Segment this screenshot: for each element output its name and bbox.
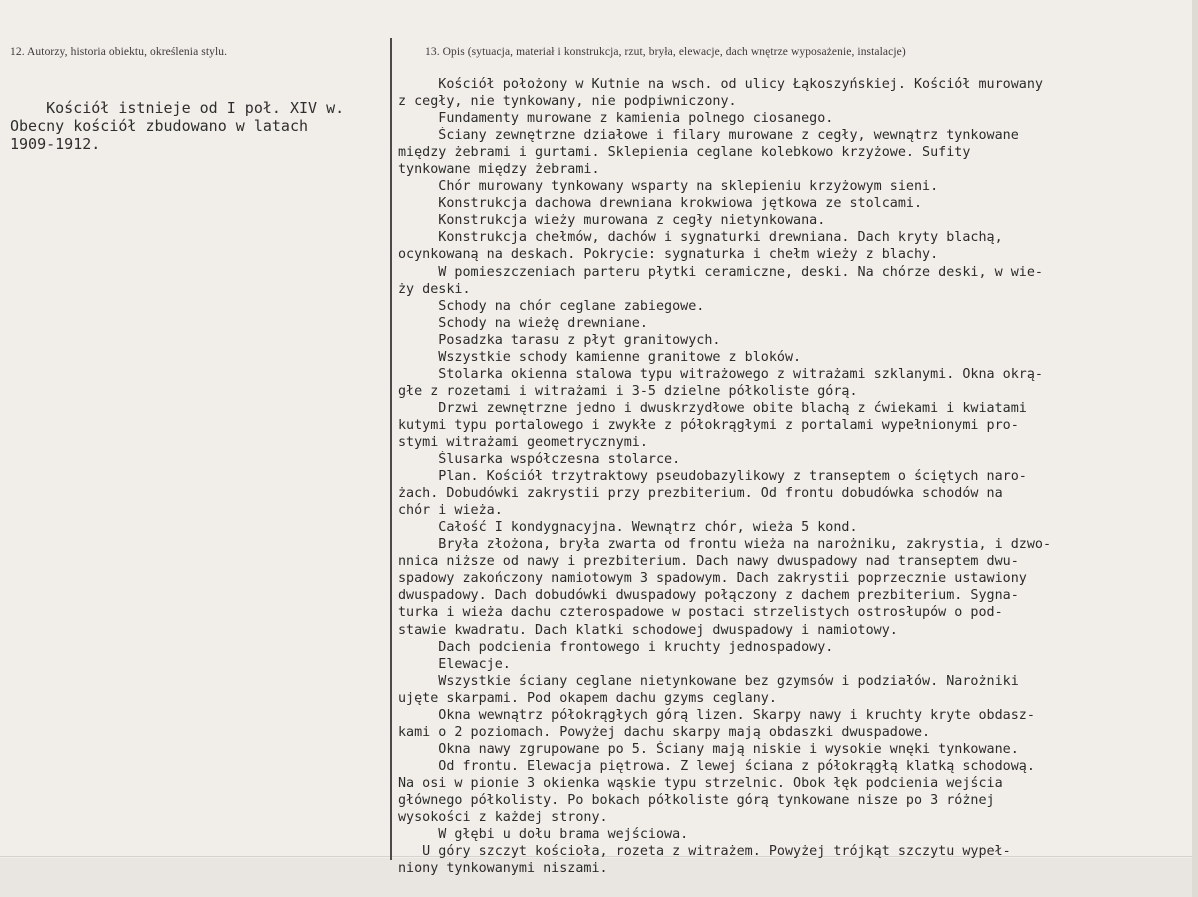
description-line: U góry szczyt kościoła, rozeta z witrażem. Powyżej trójkąt szczytu wypeł- — [398, 844, 1011, 860]
description-line: niony tynkowanymi niszami. — [398, 861, 608, 877]
description-line: Od frontu. Elewacja piętrowa. Z lewej ściana z półokrągłą klatką schodową. — [398, 758, 1035, 774]
description-line: kami o 2 poziomach. Powyżej dachu skarpy mają obdaszki dwuspadowe. — [398, 724, 931, 740]
description-line: Konstrukcja chełmów, dachów i sygnaturki drewniana. Dach kryty blachą, — [398, 230, 1003, 246]
description-line: W pomieszczeniach parteru płytki ceramiczne, deski. Na chórze deski, w wie- — [398, 264, 1043, 280]
description-line: W głębi u dołu brama wejściowa. — [398, 827, 689, 843]
history-text — [10, 81, 344, 171]
description-line: nnica niższe od nawy i prezbiterium. Dach nawy dwuspadowy nad transeptem dwu- — [398, 554, 1019, 570]
description-line: Wszystkie schody kamienne granitowe z bloków. — [398, 349, 802, 365]
description-line: Ślusarka współczesna stolarce. — [398, 452, 681, 468]
description-line: Bryła złożona, bryła zwarta od frontu wieża na narożniku, zakrystia, i dzwo- — [398, 537, 1052, 553]
description-line: Schody na chór ceglane zabiegowe. — [398, 298, 705, 314]
description-line: turka i wieża dachu czterospadowe w postaci strzelistych ostrosłupów o pod- — [398, 605, 1003, 621]
right-column-header: 13. Opis (sytuacja, materiał i konstrukcja, rzut, bryła, elewacje, dach wnętrze wyposażenie, instalacje) — [425, 46, 906, 58]
description-line: Konstrukcja dachowa drewniana krokwiowa jętkowa ze stolcami. — [398, 196, 923, 212]
history-line: Obecny kościół zbudowano w latach — [10, 117, 309, 135]
description-line: Plan. Kościół trzytraktowy pseudobazylikowy z transeptem o ściętych naro- — [398, 469, 1027, 485]
description-line: Posadzka tarasu z płyt granitowych. — [398, 332, 721, 348]
column-divider — [390, 38, 392, 860]
description-line: dwuspadowy. Dach dobudówki dwuspadowy połączony z dachem prezbiterium. Sygna- — [398, 588, 1019, 604]
description-line: tynkowane między żebrami. — [398, 162, 600, 178]
description-line: kutymi typu portalowego i zwykłe z półokrągłymi z portalami wypełnionymi pro- — [398, 417, 1019, 433]
description-line: Całość I kondygnacyjna. Wewnątrz chór, wieża 5 kond. — [398, 520, 858, 536]
page-edge — [1192, 0, 1198, 897]
description-line: Kościół położony w Kutnie na wsch. od ulicy Łąkoszyńskiej. Kościół murowany — [398, 77, 1043, 92]
description-line: Ściany zewnętrzne działowe i filary murowane z cegły, wewnątrz tynkowane — [398, 128, 1019, 144]
history-line: 1909-1912. — [10, 135, 101, 153]
description-line: Na osi w pionie 3 okienka wąskie typu strzelnic. Obok łęk podcienia wejścia — [398, 775, 1003, 791]
left-column-header: 12. Autorzy, historia obiektu, określenia stylu. — [10, 46, 228, 58]
description-line: między żebrami i gurtami. Sklepienia ceglane kolebkowo krzyżowe. Sufity — [398, 145, 971, 161]
description-line: ujęte skarpami. Pod okapem dachu gzyms ceglany. — [398, 690, 777, 706]
description-line: z cegły, nie tynkowany, nie podpiwniczony. — [398, 94, 737, 110]
description-line: głe z rozetami i witrażami i 3-5 dzielne półkoliste górą. — [398, 383, 858, 399]
description-line: Stolarka okienna stalowa typu witrażowego z witrażami szklanymi. Okna okrą- — [398, 366, 1043, 382]
description-line: spadowy zakończony namiotowym 3 spadowym. Dach zakrystii poprzecznie ustawiony — [398, 571, 1027, 587]
description-line: Chór murowany tynkowany wsparty na sklepieniu krzyżowym sieni. — [398, 179, 939, 195]
description-line: chór i wieża. — [398, 503, 503, 519]
description-line: Konstrukcja wieży murowana z cegły nietynkowana. — [398, 213, 826, 229]
description-line: żach. Dobudówki zakrystii przy prezbiterium. Od frontu dobudówka schodów na — [398, 486, 1003, 502]
description-line: Drzwi zewnętrzne jedno i dwuskrzydłowe obite blachą z ćwiekami i kwiatami — [398, 400, 1027, 416]
description-line: Wszystkie ściany ceglane nietynkowane bez gzymsów i podziałów. Narożniki — [398, 673, 1019, 689]
description-line: wysokości z każdej strony. — [398, 810, 608, 826]
description-line: Okna nawy zgrupowane po 5. Ściany mają niskie i wysokie wnęki tynkowane. — [398, 741, 1019, 757]
history-line: Kościół istnieje od I poł. XIV w. — [46, 99, 345, 117]
description-line: głównego półkolisty. Po bokach półkoliste górą tynkowane nisze po 3 różnej — [398, 792, 995, 808]
description-text — [398, 76, 1188, 877]
description-line: Okna wewnątrz półokrągłych górą lizen. Skarpy nawy i kruchty kryte obdasz- — [398, 707, 1035, 723]
description-line: ży deski. — [398, 281, 471, 297]
description-line: stawie kwadratu. Dach klatki schodowej dwuspadowy i namiotowy. — [398, 622, 898, 638]
description-line: Fundamenty murowane z kamienia polnego ciosanego. — [398, 111, 834, 127]
description-line: ocynkowaną na deskach. Pokrycie: sygnaturka i chełm wieży z blachy. — [398, 247, 939, 263]
description-line: stymi witrażami geometrycznymi. — [398, 434, 648, 450]
description-line: Schody na wieżę drewniane. — [398, 315, 648, 331]
description-line: Elewacje. — [398, 656, 511, 672]
description-line: Dach podcienia frontowego i kruchty jednospadowy. — [398, 639, 834, 655]
